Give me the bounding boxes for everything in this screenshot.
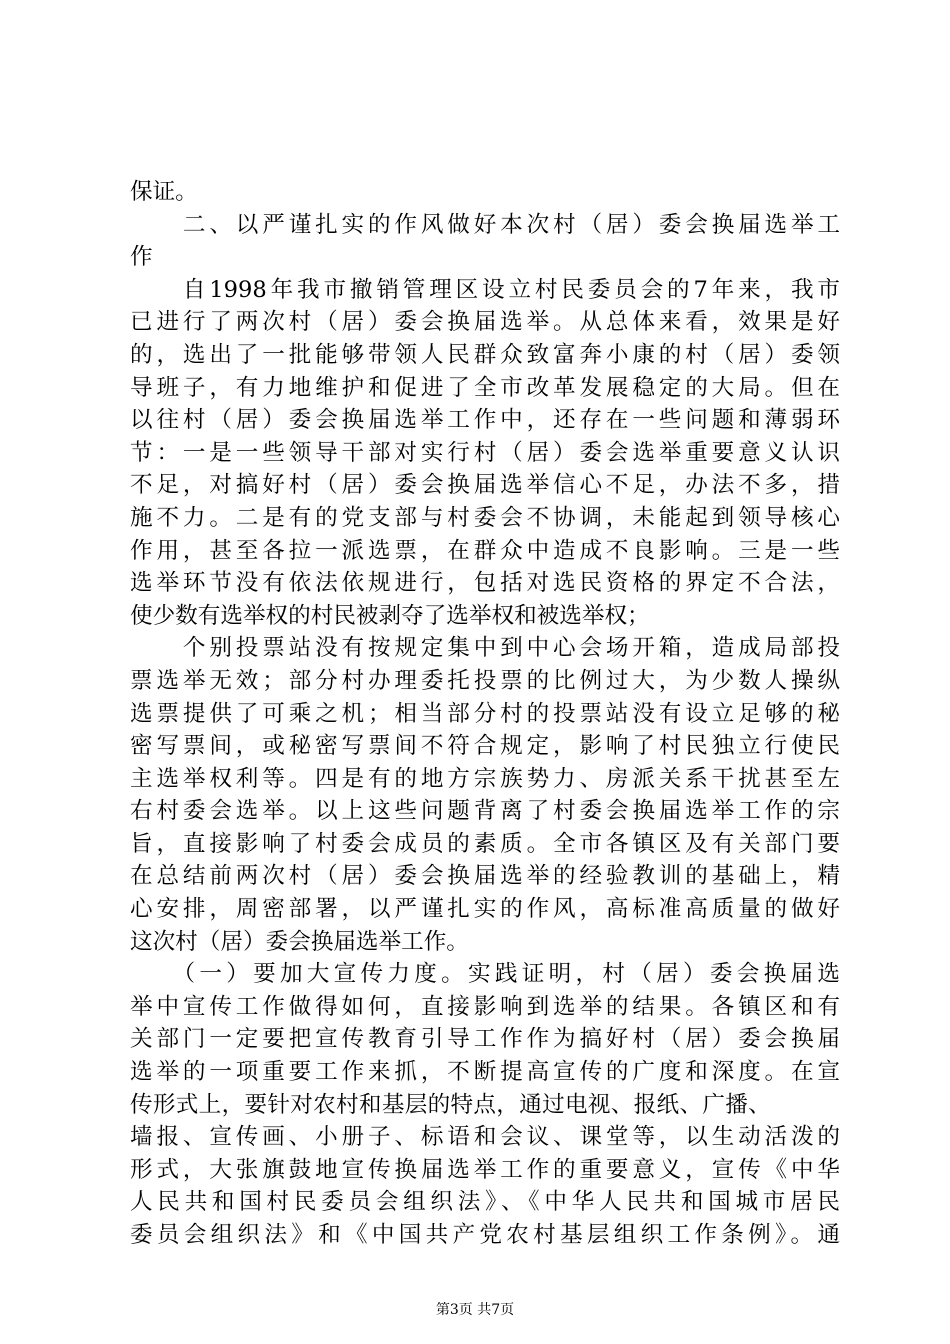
text-line: 选票提供了可乘之机；相当部分村的投票站没有设立足够的秘 [130, 700, 840, 727]
text-line: 不足，对搞好村（居）委会换届选举信心不足，办法不多，措 [130, 472, 840, 499]
text-line: 的，选出了一批能够带领人民群众致富奔小康的村（居）委领 [130, 341, 840, 368]
text-line: 举中宣传工作做得如何，直接影响到选举的结果。各镇区和有 [130, 993, 840, 1020]
text-line: 保证。 [130, 179, 198, 205]
text-line: 密写票间，或秘密写票间不符合规定，影响了村民独立行使民 [130, 733, 840, 760]
text-line: 个别投票站没有按规定集中到中心会场开箱，造成局部投 [130, 635, 840, 662]
text-line: 导班子，有力地维护和促进了全市改革发展稳定的大局。但在 [130, 374, 840, 401]
text-line: 节：一是一些领导干部对实行村（居）委会选举重要意义认识 [130, 439, 840, 466]
text-line: （一）要加大宣传力度。实践证明，村（居）委会换届选 [130, 961, 840, 988]
text-line: 传形式上，要针对农村和基层的特点，通过电视、报纸、广播、 [130, 1091, 772, 1118]
text-line: 选举环节没有依法依规进行，包括对选民资格的界定不合法， [130, 570, 840, 597]
text-line: 形式，大张旗鼓地宣传换届选举工作的重要意义，宣传《中华 [130, 1156, 840, 1183]
body-text [130, 176, 840, 1252]
text-line: 作 [130, 244, 153, 271]
text-line: 委员会组织法》和《中国共产党农村基层组织工作条例》。通 [130, 1222, 840, 1248]
text-line: 主选举权利等。四是有的地方宗族势力、房派关系干扰甚至左 [130, 765, 840, 792]
text-line: 施不力。二是有的党支部与村委会不协调，未能起到领导核心 [130, 504, 840, 531]
text-line: 右村委会选举。以上这些问题背离了村委会换届选举工作的宗 [130, 798, 840, 825]
text-line: 这次村（居）委会换届选举工作。 [130, 928, 469, 955]
text-line: 以往村（居）委会换届选举工作中，还存在一些问题和薄弱环 [130, 407, 840, 434]
text-line: 票选举无效；部分村办理委托投票的比例过大，为少数人操纵 [130, 667, 840, 694]
text-line: 旨，直接影响了村委会成员的素质。全市各镇区及有关部门要 [130, 830, 840, 857]
text-line: 人民共和国村民委员会组织法》、《中华人民共和国城市居民 [130, 1189, 840, 1216]
text-line: 关部门一定要把宣传教育引导工作作为搞好村（居）委会换届 [130, 1026, 840, 1053]
text-line: 墙报、宣传画、小册子、标语和会议、课堂等，以生动活泼的 [130, 1124, 840, 1151]
text-line: 心安排，周密部署，以严谨扎实的作风，高标准高质量的做好 [130, 896, 840, 923]
text-line: 作用，甚至各拉一派选票，在群众中造成不良影响。三是一些 [130, 537, 840, 564]
text-line: 使少数有选举权的村民被剥夺了选举权和被选举权； [130, 602, 650, 629]
text-line: 自1998年我市撤销管理区设立村民委员会的7年来，我市 [130, 276, 840, 303]
text-line: 选举的一项重要工作来抓，不断提高宣传的广度和深度。在宣 [130, 1059, 840, 1086]
text-line: 在总结前两次村（居）委会换届选举的经验教训的基础上，精 [130, 863, 840, 890]
text-line: 已进行了两次村（居）委会换届选举。从总体来看，效果是好 [130, 309, 840, 336]
text-line: 二、以严谨扎实的作风做好本次村（居）委会换届选举工 [130, 211, 840, 238]
page-footer: 第3页 共7页 [435, 1302, 515, 1318]
